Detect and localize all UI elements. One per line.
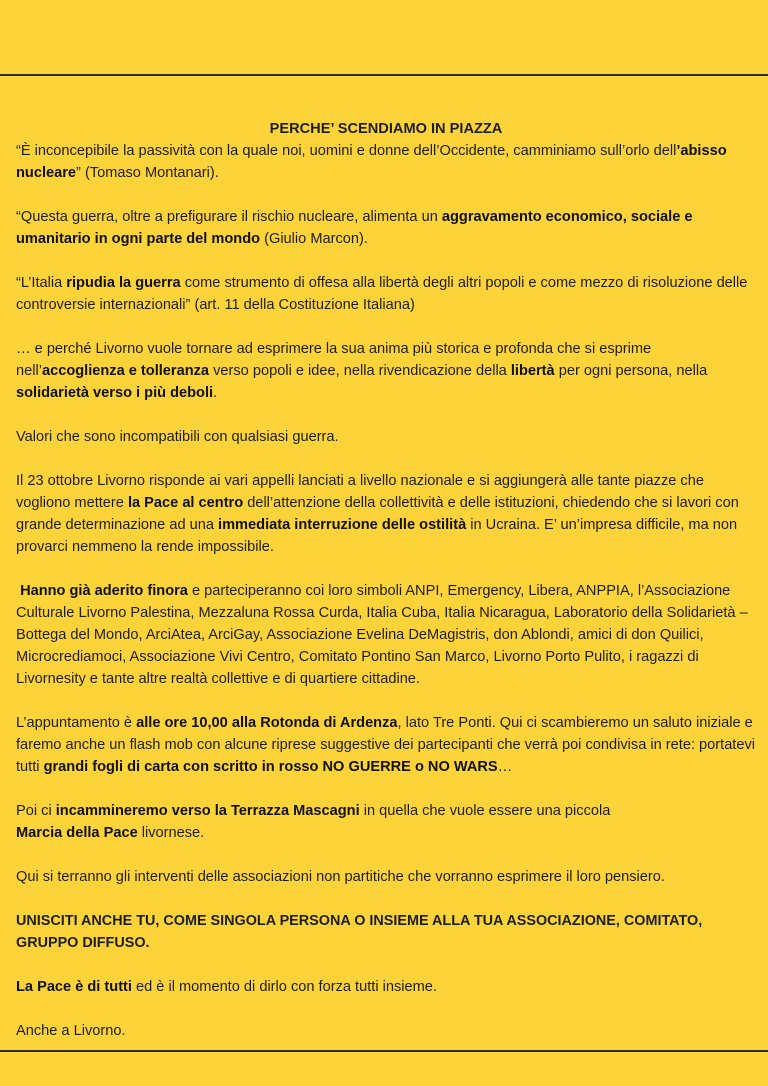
quote-montanari-bold: ’abisso nucleare [16,143,727,181]
paragraph-speeches: Qui si terranno gli interventi delle associazioni non partitiche che vorranno esprimere il loro pensiero. [16,869,665,885]
livorno-values-bold-2: libertà [510,363,555,379]
adherents-bold: Hanno già aderito finora [20,583,188,599]
october-text-1: Il 23 ottobre Livorno risponde ai vari appelli lanciati a livello nazionale e si aggiungerà alle tante piazze che vogliono mettere [16,473,704,511]
quote-marcon-bold: aggravamento economico, sociale e umanitario in ogni parte del mondo [16,209,693,247]
march-bold-1: incammineremo verso la Terrazza Mascagni [55,803,360,819]
quote-marcon-source: (Giulio Marcon). [260,231,368,247]
peace-bold: La Pace è di tutti [16,979,132,995]
quote-costituzione [16,272,756,316]
march-text-2: in quella che vuole essere una piccola [359,803,611,819]
march-bold-2: Marcia della Pace [16,825,138,841]
march-text-1: Poi ci [16,803,56,819]
appointment-text-3: … [497,759,513,775]
paragraph-23-october [16,470,756,558]
paragraph-peace [16,976,756,998]
appointment-text-1: L’appuntamento è [16,715,137,731]
paragraph-incompatible: Valori che sono incompatibili con qualsiasi guerra. [16,429,339,445]
quote-montanari [16,140,756,184]
march-text-3: livornese. [137,825,205,841]
adherents-list: e parteciperanno coi loro simboli ANPI, Emergency, Libera, ANPPIA, l’Associazione Culturale Livorno Palestina, Mezzaluna Rossa Curda, Italia Cuba, Italia Nicaragua, Laboratorio della Solidarietà – Bottega del Mondo, ArciAtea, ArciGay, Associazione Evelina DeMagistris, don Ablondi, amici di don Quilici, Microcrediamoci, Associazione Vivi Centro, Comitato Pontino San Marco, Livorno Porto Pulito, i ragazzi di Livornesity e tante altre realtà collettive e di quartiere cittadine. [16,583,748,687]
call-to-action: UNISCITI ANCHE TU, COME SINGOLA PERSONA O INSIEME ALLA TUA ASSOCIAZIONE, COMITATO, GRUPPO DIFFUSO. [16,913,703,951]
paragraph-livorno-values [16,338,756,404]
paragraph-march [16,800,756,844]
quote-montanari-source: ” (Tomaso Montanari). [76,165,219,181]
quote-costituzione-bold: ripudia la guerra [66,275,181,291]
flyer-body [16,118,756,1042]
livorno-values-bold-1: accoglienza e tolleranza [41,363,210,379]
quote-montanari-text: “È inconcepibile la passività con la quale noi, uomini e donne dell’Occidente, camminiamo sull’orlo dell [16,143,677,159]
livorno-values-text-3: per ogni persona, nella [554,363,708,379]
october-bold-2: immediata interruzione delle ostilità [218,517,467,533]
october-bold-1: la Pace al centro [127,495,244,511]
paragraph-adherents [16,580,756,690]
october-text-3: in Ucraina. E’ un’impresa difficile, ma non provarci nemmeno la rende impossibile. [16,517,738,555]
october-text-2: dell’attenzione della collettività e delle istituzioni, chiedendo che si lavori con grande determinazione ad una [16,495,739,533]
quote-costituzione-rest: come strumento di offesa alla libertà degli altri popoli e come mezzo di risoluzione delle controversie internazionali” (art. 11 della Costituzione Italiana) [16,275,748,313]
livorno-values-text-4: . [213,385,218,401]
livorno-values-text-2: verso popoli e idee, nella rivendicazione della [209,363,511,379]
appointment-text-2: , lato Tre Ponti. Qui ci scambieremo un saluto iniziale e faremo anche un flash mob con alcune riprese suggestive dei partecipanti che verrà poi condivisa in rete: portatevi tutti [16,715,756,775]
quote-marcon-text: “Questa guerra, oltre a prefigurare il rischio nucleare, alimenta un [16,209,442,225]
appointment-bold-2: grandi fogli di carta con scritto in rosso NO GUERRE o NO WARS [43,759,498,775]
top-divider [0,74,768,76]
paragraph-closing: Anche a Livorno. [16,1023,126,1039]
page-title: PERCHE’ SCENDIAMO IN PIAZZA [269,121,503,137]
peace-text: ed è il momento di dirlo con forza tutti insieme. [131,979,437,995]
livorno-values-text-1: … e perché Livorno vuole tornare ad esprimere la sua anima più storica e profonda che si esprime nell’ [16,341,652,379]
quote-costituzione-text: “L’Italia [16,275,67,291]
appointment-bold-1: alle ore 10,00 alla Rotonda di Ardenza [136,715,398,731]
livorno-values-bold-3: solidarietà verso i più deboli [16,385,214,401]
bottom-divider [0,1050,768,1052]
quote-marcon [16,206,756,250]
paragraph-appointment [16,712,756,778]
